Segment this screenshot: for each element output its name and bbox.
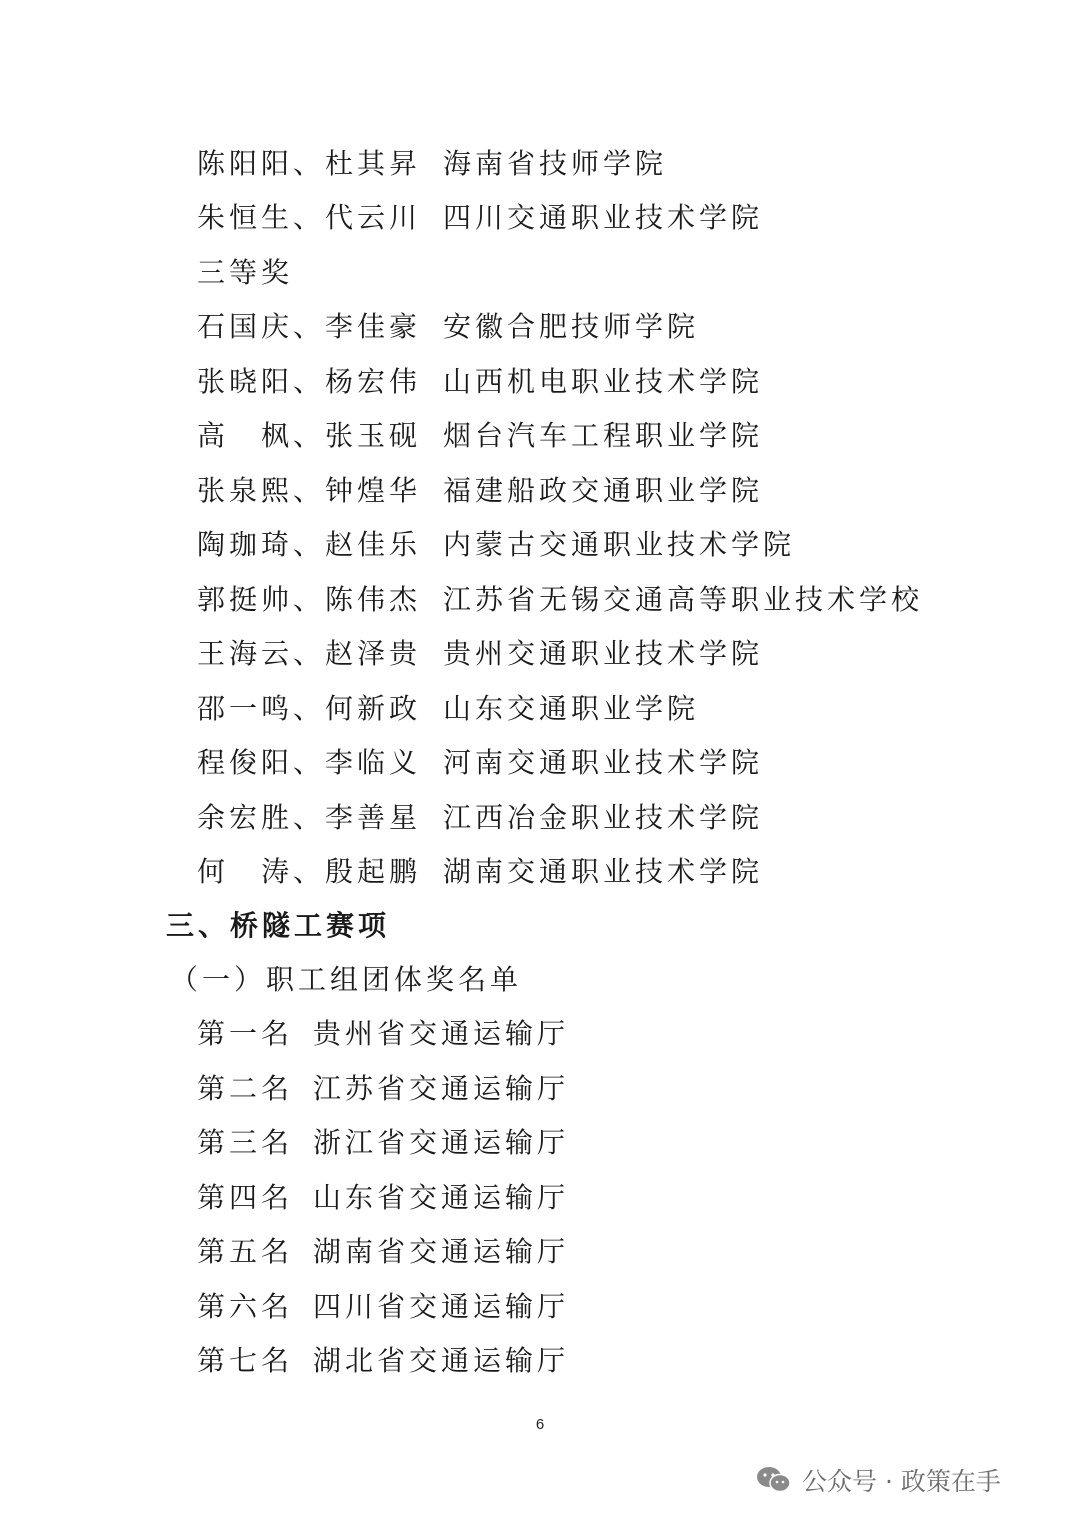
entry-names: 余宏胜、李善星 — [197, 801, 422, 834]
entry-names: 邵一鸣、何新政 — [197, 692, 422, 725]
ranking-org: 浙江省交通运输厅 — [313, 1126, 570, 1159]
ranking-label: 第四名 — [197, 1181, 294, 1214]
wechat-icon — [756, 1465, 792, 1495]
entry-names: 陈阳阳、杜其昇 — [197, 147, 422, 180]
ranking-label: 第三名 — [197, 1126, 294, 1159]
page-number: 6 — [535, 1416, 545, 1433]
ranking-org: 湖北省交通运输厅 — [313, 1344, 570, 1377]
entry-org: 山东交通职业学院 — [443, 692, 700, 725]
entry-names: 王海云、赵泽贵 — [197, 637, 422, 670]
entry-org: 江苏省无锡交通高等职业技术学校 — [443, 583, 924, 616]
watermark-text: 公众号 · 政策在手 — [802, 1467, 1001, 1496]
third-prize-heading-text: 三等奖 — [197, 256, 294, 289]
ranking-label: 第七名 — [197, 1344, 294, 1377]
entry-names: 张晓阳、杨宏伟 — [197, 365, 422, 398]
watermark — [756, 1460, 1001, 1500]
ranking-label: 第五名 — [197, 1235, 294, 1268]
ranking-label: 第六名 — [197, 1290, 294, 1323]
ranking-org: 贵州省交通运输厅 — [313, 1017, 570, 1050]
entry-org: 福建船政交通职业学院 — [443, 474, 764, 507]
ranking-org: 湖南省交通运输厅 — [313, 1235, 570, 1268]
entry-org: 海南省技师学院 — [443, 147, 668, 180]
entry-names: 张泉熙、钟煌华 — [197, 474, 422, 507]
ranking-org: 四川省交通运输厅 — [313, 1290, 570, 1323]
section-heading-text: 三、桥隧工赛项 — [166, 909, 391, 942]
entry-org: 湖南交通职业技术学院 — [443, 855, 764, 888]
entry-org: 内蒙古交通职业技术学院 — [443, 528, 796, 561]
entry-names: 程俊阳、李临义 — [197, 746, 422, 779]
entry-org: 河南交通职业技术学院 — [443, 746, 764, 779]
entry-names: 何 涛、殷起鹏 — [197, 855, 422, 888]
entry-org: 山西机电职业技术学院 — [443, 365, 764, 398]
entry-names: 石国庆、李佳豪 — [197, 310, 422, 343]
group-heading-text: （一）职工组团体奖名单 — [170, 963, 523, 996]
ranking-label: 第一名 — [197, 1017, 294, 1050]
ranking-org: 山东省交通运输厅 — [313, 1181, 570, 1214]
entry-names: 高 枫、张玉砚 — [197, 419, 422, 452]
entry-org: 贵州交通职业技术学院 — [443, 637, 764, 670]
entry-names: 郭挺帅、陈伟杰 — [197, 583, 422, 616]
entry-org: 江西冶金职业技术学院 — [443, 801, 764, 834]
entry-org: 安徽合肥技师学院 — [443, 310, 700, 343]
entry-names: 朱恒生、代云川 — [197, 201, 422, 234]
ranking-org: 江苏省交通运输厅 — [313, 1072, 570, 1105]
ranking-label: 第二名 — [197, 1072, 294, 1105]
entry-org: 四川交通职业技术学院 — [443, 201, 764, 234]
entry-org: 烟台汽车工程职业学院 — [443, 419, 764, 452]
entry-names: 陶珈琦、赵佳乐 — [197, 528, 422, 561]
